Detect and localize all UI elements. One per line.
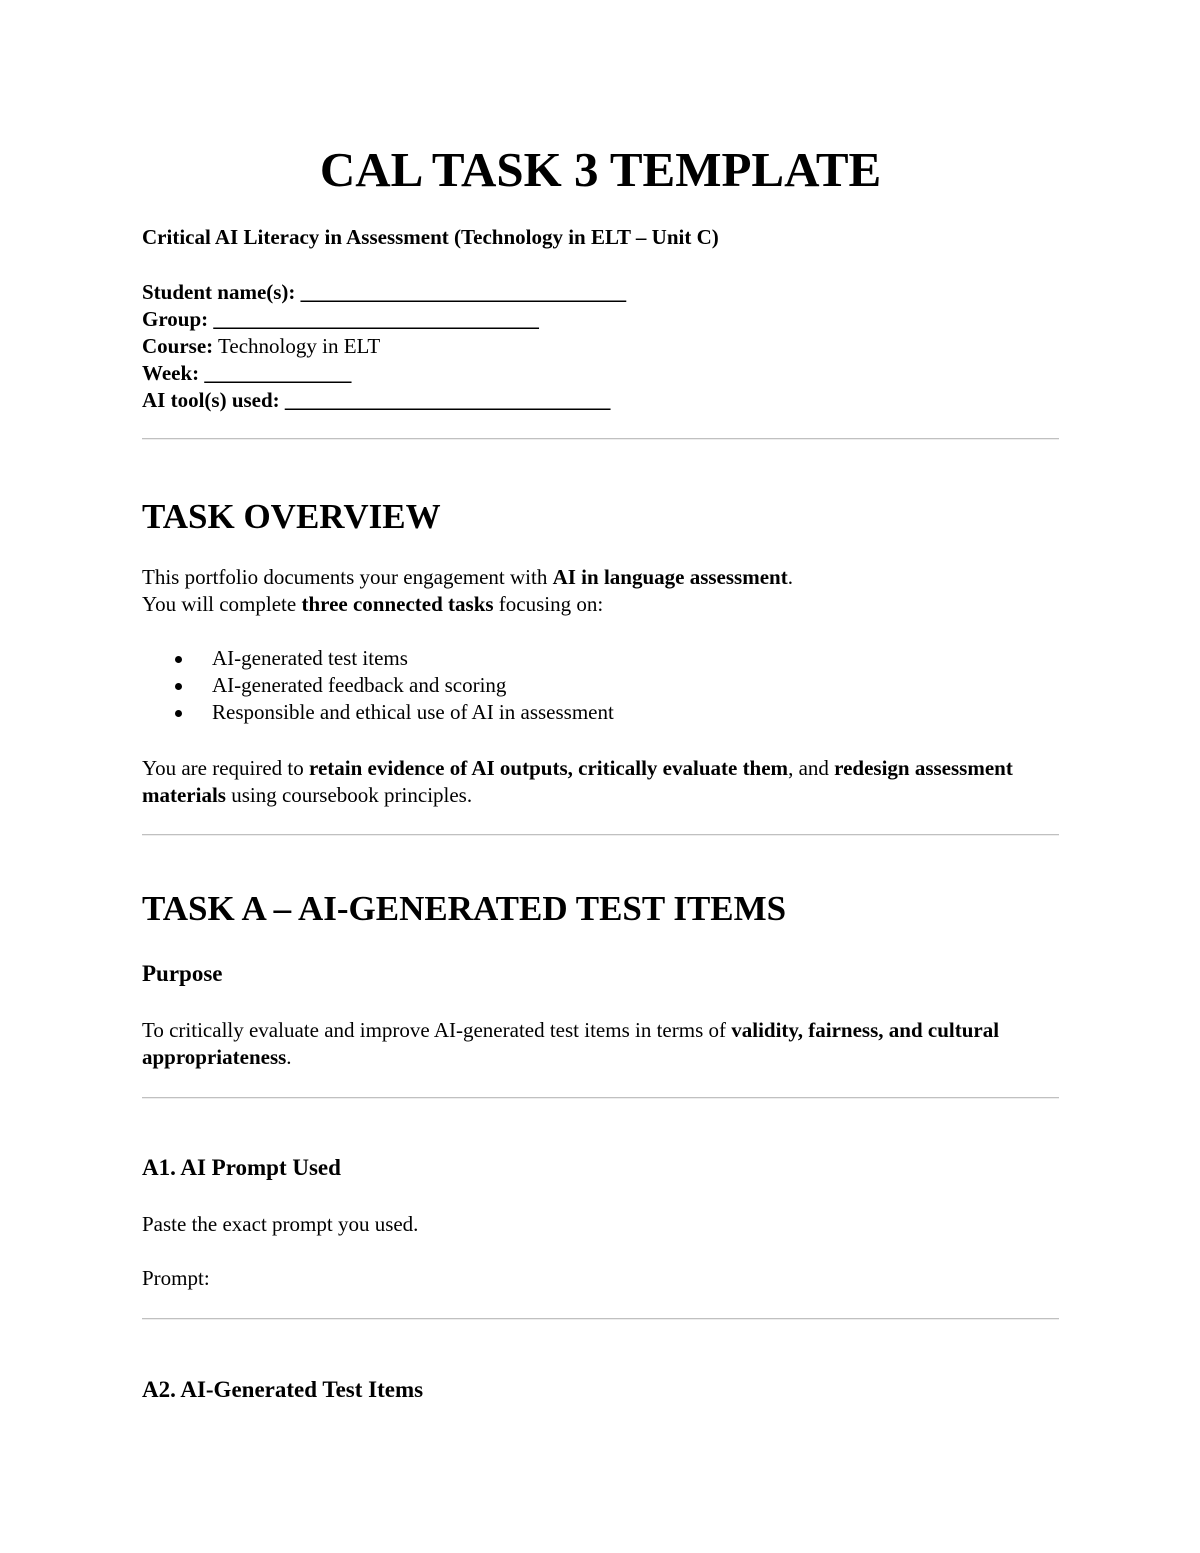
course-row <box>142 333 626 360</box>
student-name-blank[interactable]: _______________________________ <box>300 280 627 304</box>
bullet-icon <box>175 683 182 690</box>
requirements-end: using coursebook principles. <box>225 783 473 807</box>
purpose-text: To critically evaluate and improve AI-generated test items in terms of <box>142 1018 732 1042</box>
group-label: Group: <box>142 307 209 331</box>
list-item <box>142 645 614 672</box>
overview-line2-emphasis: three connected tasks <box>301 592 494 616</box>
bullet-icon <box>175 656 182 663</box>
task-a-heading: TASK A – AI-GENERATED TEST ITEMS <box>142 889 787 928</box>
overview-line1-emphasis: AI in language assessment <box>552 565 788 589</box>
document-subtitle: Critical AI Literacy in Assessment (Technology in ELT – Unit C) <box>142 225 719 249</box>
list-item <box>142 672 614 699</box>
requirements-separator-1: , <box>567 756 579 780</box>
a2-heading: A2. AI-Generated Test Items <box>142 1377 424 1402</box>
purpose-heading: Purpose <box>142 961 223 986</box>
requirements-paragraph <box>142 755 1059 809</box>
list-item-text: AI-generated feedback and scoring <box>212 673 507 697</box>
requirements-emphasis-2: critically evaluate them <box>578 756 789 780</box>
ai-tools-label: AI tool(s) used: <box>142 388 280 412</box>
purpose-end: . <box>286 1045 292 1069</box>
course-value: Technology in ELT <box>218 334 381 358</box>
horizontal-divider <box>142 438 1059 440</box>
requirements-text: You are required to <box>142 756 309 780</box>
ai-tools-blank[interactable]: _______________________________ <box>284 388 611 412</box>
ai-tools-row <box>142 387 626 414</box>
week-blank[interactable]: ______________ <box>204 361 352 385</box>
overview-line2-text: You will complete <box>142 592 302 616</box>
task-overview-heading: TASK OVERVIEW <box>142 497 441 536</box>
list-item <box>142 699 614 726</box>
prompt-label[interactable]: Prompt: <box>142 1266 210 1290</box>
group-row <box>142 306 626 333</box>
horizontal-divider <box>142 1097 1059 1099</box>
course-label: Course: <box>142 334 214 358</box>
requirements-separator-2: , and <box>788 756 835 780</box>
requirements-emphasis-1: retain evidence of AI outputs <box>309 756 568 780</box>
horizontal-divider <box>142 1318 1059 1320</box>
student-info-block <box>142 279 626 414</box>
list-item-text: Responsible and ethical use of AI in assessment <box>212 700 614 724</box>
overview-line1-text: This portfolio documents your engagement with <box>142 565 553 589</box>
a1-heading: A1. AI Prompt Used <box>142 1155 341 1180</box>
purpose-paragraph <box>142 1017 1059 1071</box>
week-label: Week: <box>142 361 200 385</box>
document-title: CAL TASK 3 TEMPLATE <box>319 142 882 197</box>
week-row <box>142 360 626 387</box>
student-name-label: Student name(s): <box>142 280 296 304</box>
overview-intro <box>142 564 1059 618</box>
focus-list <box>142 645 614 726</box>
a1-instruction: Paste the exact prompt you used. <box>142 1212 419 1236</box>
group-blank[interactable]: _______________________________ <box>213 307 539 331</box>
overview-line1-end: . <box>787 565 793 589</box>
list-item-text: AI-generated test items <box>212 646 408 670</box>
student-name-row <box>142 279 626 306</box>
requirements-emphasis-3: redesign assessment materials <box>142 756 1013 807</box>
horizontal-divider <box>142 834 1059 836</box>
overview-line2-end: focusing on: <box>493 592 604 616</box>
bullet-icon <box>175 710 182 717</box>
purpose-emphasis: validity, fairness, and cultural appropriateness <box>142 1018 1000 1069</box>
